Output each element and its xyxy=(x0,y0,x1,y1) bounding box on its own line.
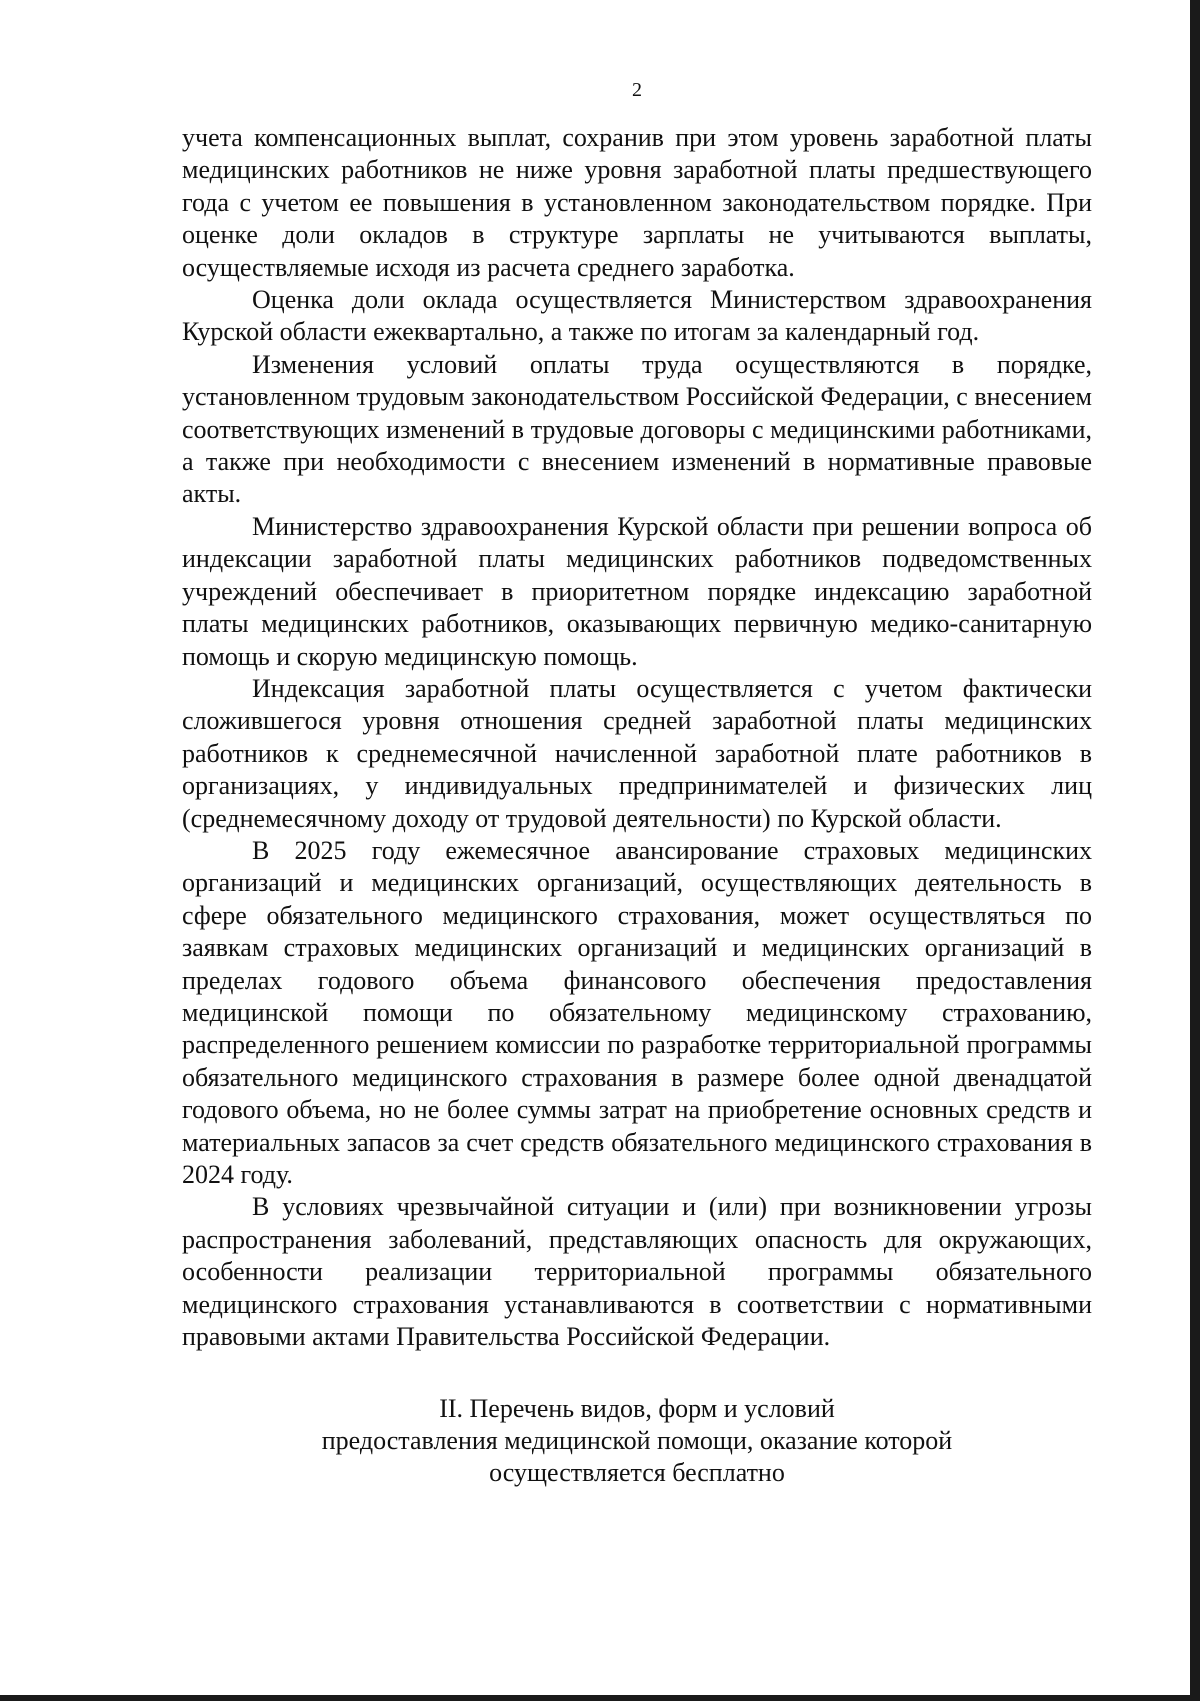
paragraph-7: В условиях чрезвычайной ситуации и (или) при возникновении угрозы распространения заболеваний, представляющих опасность для окружающих, особенности реализации территориальной программы обязательного медицинского страхования устанавливаются в соответствии с нормативными правовыми актами Правительства Российской Федерации. xyxy=(182,1192,1092,1352)
paragraph-4: Министерство здравоохранения Курской области при решении вопроса об индексации заработной платы медицинских работников подведомственных учреждений обеспечивает в приоритетном порядке индексацию заработной платы медицинских работников, оказывающих первичную медико-санитарную помощь и скорую медицинскую помощь. xyxy=(182,511,1092,671)
section-title xyxy=(182,1393,1092,1489)
paragraph-3: Изменения условий оплаты труда осуществляются в порядке, установленном трудовым законодательством Российской Федерации, с внесением соответствующих изменений в трудовые договоры с медицинскими работниками, а также при необходимости с внесением изменений в нормативные правовые акты. xyxy=(182,349,1092,509)
section-title-line-2: предоставления медицинской помощи, оказание которой xyxy=(321,1426,953,1456)
section-title-line-1: II. Перечень видов, форм и условий xyxy=(439,1394,835,1424)
section-title-line-3: осуществляется бесплатно xyxy=(489,1458,785,1488)
scan-edge-right xyxy=(1190,0,1200,1701)
paragraph-5: Индексация заработной платы осуществляется с учетом фактически сложившегося уровня отношения средней заработной платы медицинских работников к среднемесячной начисленной заработной плате работников в организациях, у индивидуальных предпринимателей и физических лиц (среднемесячному доходу от трудовой деятельности) по Курской области. xyxy=(182,673,1092,833)
document-page xyxy=(182,80,1092,1489)
scan-edge-bottom xyxy=(0,1695,1200,1701)
page-number: 2 xyxy=(632,79,642,101)
paragraph-6: В 2025 году ежемесячное авансирование страховых медицинских организаций и медицинских организаций, осуществляющих деятельность в сфере обязательного медицинского страхования, может осуществляться по заявкам страховых медицинских организаций и медицинских организаций в пределах годового объема финансового обеспечения предоставления медицинской помощи по обязательному медицинскому страхованию, распределенного решением комиссии по разработке территориальной программы обязательного медицинского страхования в размере более одной двенадцатой годового объема, но не более суммы затрат на приобретение основных средств и материальных запасов за счет средств обязательного медицинского страхования в 2024 году. xyxy=(182,835,1092,1189)
paragraph-1: учета компенсационных выплат, сохранив при этом уровень заработной платы медицинских работников не ниже уровня заработной платы предшествующего года с учетом ее повышения в установленном законодательством порядке. При оценке доли окладов в структуре зарплаты не учитываются выплаты, осуществляемые исходя из расчета среднего заработка. xyxy=(182,123,1092,282)
paragraph-2: Оценка доли оклада осуществляется Министерством здравоохранения Курской области ежеквартально, а также по итогам за календарный год. xyxy=(182,285,1092,347)
